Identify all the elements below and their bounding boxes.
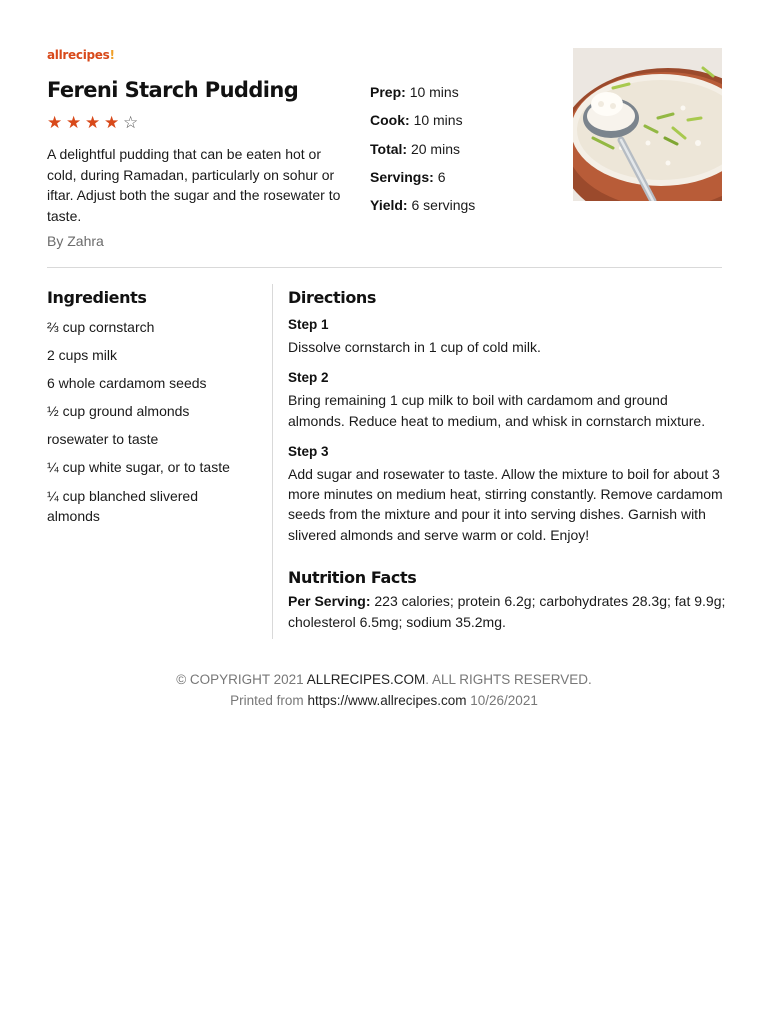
logo-text: allrecipes bbox=[47, 48, 110, 62]
meta-label: Yield: bbox=[370, 197, 408, 214]
direction-step bbox=[288, 316, 728, 357]
copyright-site-link[interactable]: ALLRECIPES.COM bbox=[306, 672, 426, 687]
printed-date: 10/26/2021 bbox=[470, 693, 538, 708]
ingredients-section bbox=[47, 288, 252, 534]
recipe-meta bbox=[370, 82, 550, 223]
ingredient-item: 2 cups milk bbox=[47, 347, 118, 364]
logo-mark: ! bbox=[109, 48, 115, 62]
ingredients-list bbox=[47, 317, 252, 527]
meta-value: 6 bbox=[437, 168, 446, 185]
meta-label: Prep: bbox=[370, 84, 406, 100]
star-icon: ★ bbox=[85, 113, 102, 132]
meta-value: 6 servings bbox=[411, 197, 476, 214]
step-text: Add sugar and rosewater to taste. Allow the mixture to boil for about 3 more minutes on medium heat, stirring constantly. Remove cardamom seeds from the mixture and pour it into serving dishes. Garnish with slivered almonds and serve warm or cold. Enjoy! bbox=[288, 465, 723, 543]
meta-value: 20 mins bbox=[410, 140, 460, 157]
copyright-prefix: © COPYRIGHT 2021 bbox=[176, 672, 304, 687]
nutrition-heading: Nutrition Facts bbox=[288, 568, 417, 588]
meta-servings bbox=[370, 167, 550, 195]
header-divider bbox=[47, 267, 722, 268]
star-icon: ★ bbox=[66, 113, 83, 132]
meta-value: 10 mins bbox=[413, 112, 463, 129]
step-label: Step 2 bbox=[288, 370, 329, 386]
directions-section bbox=[288, 288, 728, 632]
direction-step bbox=[288, 369, 728, 431]
meta-yield bbox=[370, 195, 550, 223]
step-label: Step 3 bbox=[288, 443, 329, 459]
recipe-byline: By Zahra bbox=[47, 233, 104, 249]
meta-label: Total: bbox=[370, 140, 408, 157]
column-divider bbox=[272, 284, 273, 639]
star-icon: ☆ bbox=[123, 113, 140, 132]
meta-total bbox=[370, 139, 550, 167]
step-label: Step 1 bbox=[288, 317, 329, 332]
nutrition-text: 223 calories; protein 6.2g; carbohydrates 28.3g; fat 9.9g; cholesterol 6.5mg; sodium 35.2mg. bbox=[288, 593, 726, 630]
nutrition-facts bbox=[288, 591, 728, 632]
copyright-line bbox=[0, 669, 768, 690]
ingredient-item: ¼ cup white sugar, or to taste bbox=[47, 459, 230, 476]
meta-cook bbox=[370, 110, 550, 138]
ingredient-item: ¼ cup blanched slivered almonds bbox=[47, 487, 198, 525]
printed-url-link[interactable]: https://www.allrecipes.com bbox=[307, 693, 467, 708]
ingredient-item: ⅔ cup cornstarch bbox=[47, 319, 155, 335]
direction-step bbox=[288, 443, 728, 545]
ingredient-item: rosewater to taste bbox=[47, 431, 159, 448]
printed-prefix: Printed from bbox=[230, 693, 304, 708]
printed-line bbox=[0, 690, 768, 711]
step-text: Bring remaining 1 cup milk to boil with cardamom and ground almonds. Reduce heat to medium, and whisk in cornstarch mixture. bbox=[288, 392, 706, 429]
directions-heading: Directions bbox=[288, 288, 377, 307]
recipe-photo bbox=[573, 48, 722, 201]
step-text: Dissolve cornstarch in 1 cup of cold milk. bbox=[288, 339, 541, 355]
allrecipes-logo[interactable] bbox=[47, 48, 115, 62]
pudding-illustration bbox=[573, 48, 722, 201]
print-footer bbox=[0, 669, 768, 711]
recipe-description: A delightful pudding that can be eaten hot or cold, during Ramadan, particularly on sohur or iftar. Adjust both the sugar and the rosewater to taste. bbox=[47, 146, 341, 224]
meta-prep bbox=[370, 82, 550, 110]
rating-stars bbox=[47, 114, 142, 131]
copyright-suffix: . ALL RIGHTS RESERVED. bbox=[425, 672, 592, 687]
ingredient-item: ½ cup ground almonds bbox=[47, 403, 190, 420]
meta-value: 10 mins bbox=[409, 84, 459, 100]
ingredient-item: 6 whole cardamom seeds bbox=[47, 375, 207, 392]
recipe-title: Fereni Starch Pudding bbox=[47, 78, 299, 102]
star-icon: ★ bbox=[104, 113, 121, 132]
meta-label: Cook: bbox=[370, 112, 410, 129]
meta-label: Servings: bbox=[370, 168, 434, 185]
star-icon: ★ bbox=[47, 113, 64, 132]
ingredients-heading: Ingredients bbox=[47, 288, 147, 307]
nutrition-label: Per Serving: bbox=[288, 593, 371, 610]
